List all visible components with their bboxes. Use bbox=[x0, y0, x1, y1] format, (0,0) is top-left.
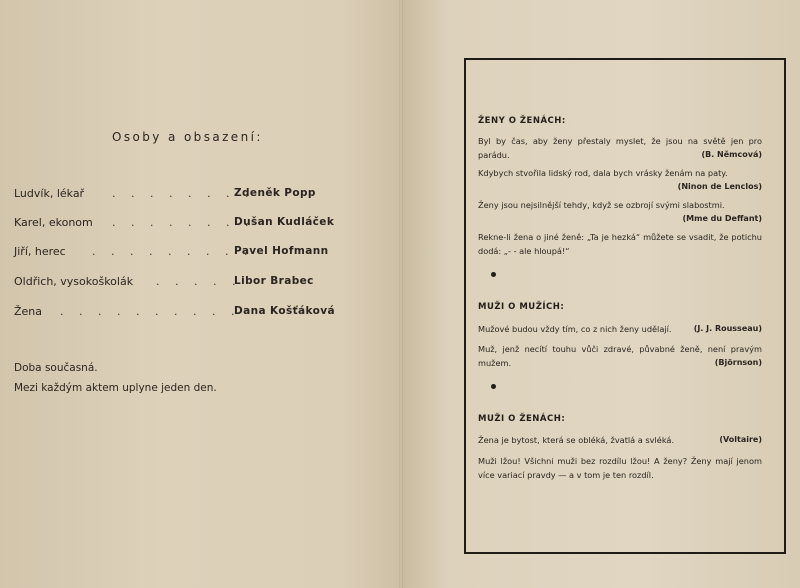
section-title-muzi-o-zenach: MUŽI O ŽENÁCH: bbox=[478, 414, 566, 424]
cast-role: Oldřich, vysokoškolák bbox=[14, 275, 134, 288]
quote bbox=[478, 342, 762, 370]
quote-text: Ženy jsou nejsilnější tehdy, když se ozbrojí svými slabostmi. bbox=[478, 200, 725, 210]
quote-text: Mužové budou vždy tím, co z nich ženy udělají. bbox=[478, 324, 672, 334]
quote bbox=[478, 433, 762, 447]
section-title-muzi-o-muzich: MUŽI O MUŽÍCH: bbox=[478, 302, 565, 312]
cast-role: Ludvík, lékař bbox=[14, 187, 85, 200]
cast-actor: Libor Brabec bbox=[234, 275, 314, 287]
quote-author: (J. J. Rousseau) bbox=[693, 324, 762, 333]
cast-row bbox=[14, 275, 334, 291]
quote bbox=[478, 230, 762, 258]
quote-author: (B. Němcová) bbox=[701, 150, 762, 159]
cast-dots: . . . . . . . . bbox=[112, 216, 255, 229]
cast-role: Jiří, herec bbox=[14, 245, 66, 258]
cast-actor: Pavel Hofmann bbox=[234, 245, 329, 257]
cast-row bbox=[14, 305, 334, 321]
cast-dots: . . . . . bbox=[156, 275, 242, 288]
quote-author: (Björnson) bbox=[714, 358, 762, 367]
cast-heading: Osoby a obsazení: bbox=[112, 130, 263, 144]
cast-actor: Dušan Kudláček bbox=[234, 216, 335, 228]
quote-text: Muž, jenž necítí touhu vůči zdravé, půvabné ženě, není pravým mužem. bbox=[478, 344, 762, 368]
quote-text: Kdybych stvořila lidský rod, dala bych vrásky ženám na paty. bbox=[478, 168, 728, 178]
cast-actor: Dana Košťáková bbox=[234, 305, 335, 317]
cast-role: Žena bbox=[14, 305, 43, 318]
quote bbox=[478, 166, 762, 194]
section-title-zeny-o-zenach: ŽENY O ŽENÁCH: bbox=[478, 116, 566, 126]
bullet-separator bbox=[491, 272, 496, 277]
cast-dots: . . . . . . . . . bbox=[92, 245, 254, 258]
cast-row bbox=[14, 245, 334, 261]
cast-row bbox=[14, 187, 334, 203]
quote-author: (Voltaire) bbox=[719, 435, 762, 444]
quote bbox=[478, 454, 762, 482]
quote-text: Žena je bytost, která se obléká, žvatlá a svléká. bbox=[478, 435, 675, 445]
time-note: Doba současná. bbox=[14, 362, 98, 374]
page-fold bbox=[399, 0, 403, 588]
bullet-separator bbox=[491, 384, 496, 389]
quote-author: (Mme du Deffant) bbox=[682, 214, 762, 223]
cast-dots: . . . . . . . . . . bbox=[60, 305, 241, 318]
quote-text: Rekne-li žena o jiné ženě: „Ta je hezká“ můžete se vsadit, že potichu dodá: „- - ale hloupá!“ bbox=[478, 232, 762, 256]
quote-text: Byl by čas, aby ženy přestaly myslet, že jsou na světě jen pro parádu. bbox=[478, 136, 762, 160]
cast-row bbox=[14, 216, 334, 232]
cast-actor: Zdeněk Popp bbox=[234, 187, 316, 199]
cast-role: Karel, ekonom bbox=[14, 216, 93, 229]
quote-text: Muži lžou! Všichni muži bez rozdílu lžou! A ženy? Ženy mají jenom více variací pravdy — a v tom je ten rozdíl. bbox=[478, 456, 762, 480]
quote-author: (Ninon de Lenclos) bbox=[677, 182, 762, 191]
quote bbox=[478, 134, 762, 162]
interval-note: Mezi každým aktem uplyne jeden den. bbox=[14, 382, 217, 394]
quote bbox=[478, 198, 762, 226]
quote bbox=[478, 322, 762, 336]
cast-dots: . . . . . . . . bbox=[112, 187, 255, 200]
